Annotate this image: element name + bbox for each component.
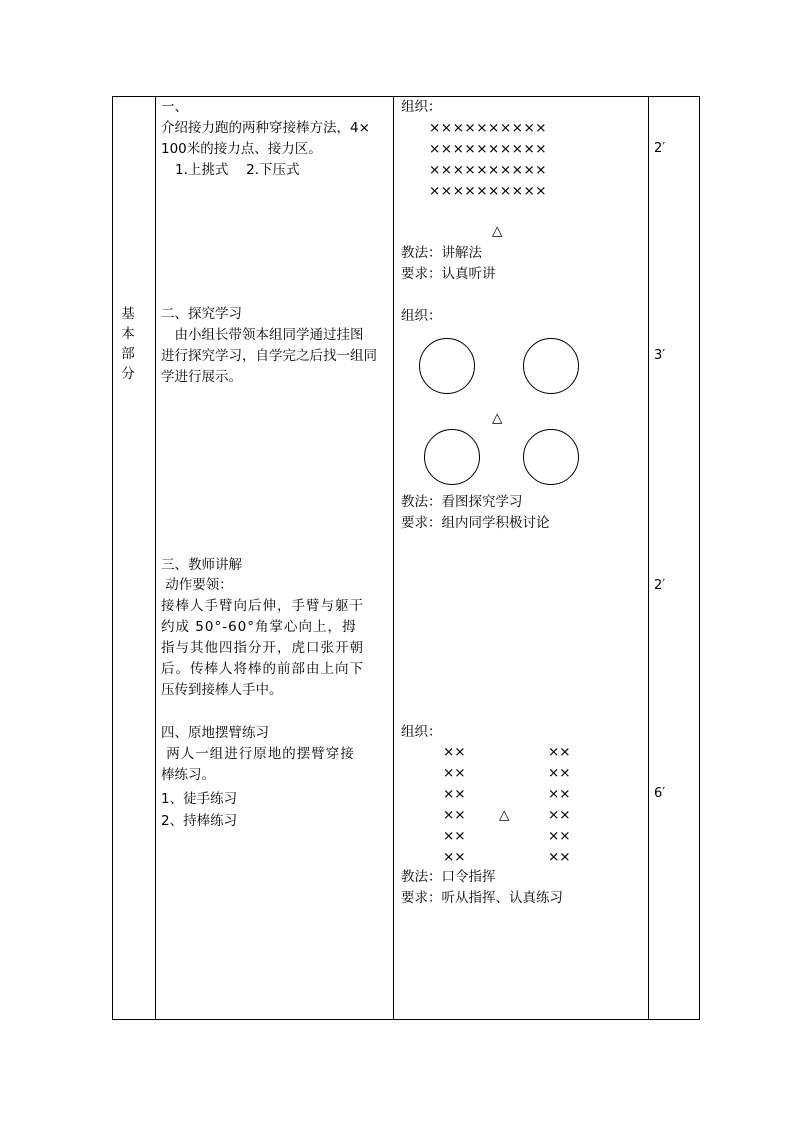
pair-marks: ×× — [443, 765, 466, 781]
column-divider — [648, 96, 649, 1020]
block4-org-label: 组织： — [401, 724, 442, 740]
formation-row: ×××××××××× — [429, 141, 548, 157]
block1-org-label: 组织： — [401, 99, 442, 115]
block4-item: 1、徒手练习 — [161, 791, 238, 807]
block2-desc: 学进行展示。 — [161, 369, 242, 385]
block2-desc: 由小组长带领本组同学通过挂图 — [161, 327, 364, 343]
block2-time: 3′ — [654, 348, 666, 363]
pair-marks: ×× — [548, 765, 571, 781]
section-label-char: 分 — [121, 366, 135, 382]
block1-methods: 1.上挑式 2.下压式 — [175, 162, 300, 178]
block1-time: 2′ — [654, 141, 666, 156]
pair-marks: ×× — [548, 786, 571, 802]
block4-text: 两人一组进行原地的摆臂穿接 — [161, 746, 355, 762]
teacher-triangle-icon: △ — [492, 223, 503, 239]
block3-text: 接棒人手臂向后伸，手臂与躯干 — [161, 598, 364, 614]
block4-item: 2、持棒练习 — [161, 813, 238, 829]
pair-marks: ×× — [548, 828, 571, 844]
column-divider — [155, 96, 156, 1020]
block2-method: 教法：看图探究学习 — [401, 494, 523, 510]
group-circle-icon — [419, 338, 475, 394]
block3-sub: 动作要领： — [161, 577, 233, 593]
block4-title: 四、原地摆臂练习 — [161, 725, 269, 741]
block3-text: 压传到接棒人手中。 — [161, 682, 283, 698]
block4-text: 棒练习。 — [161, 767, 215, 783]
block2-title: 二、探究学习 — [161, 306, 242, 322]
column-divider — [393, 96, 394, 1020]
group-circle-icon — [523, 338, 579, 394]
group-circle-icon — [424, 429, 480, 485]
section-label-char: 本 — [121, 326, 135, 342]
block4-time: 6′ — [654, 786, 666, 801]
block4-method: 教法：口令指挥 — [401, 869, 496, 885]
block1-require: 要求：认真听讲 — [401, 266, 496, 282]
section-label-char: 基 — [121, 306, 135, 322]
teacher-triangle-icon: △ — [499, 807, 510, 823]
block3-text: 约成 50°-60°角掌心向上，拇 — [161, 619, 357, 635]
formation-row: ×××××××××× — [429, 120, 548, 136]
pair-marks: ×× — [548, 849, 571, 865]
block1-method: 教法：讲解法 — [401, 245, 482, 261]
block2-org-label: 组织： — [401, 308, 442, 324]
block3-text: 指与其他四指分开，虎口张开朝 — [161, 640, 364, 656]
formation-row: ×××××××××× — [429, 162, 548, 178]
block2-desc: 进行探究学习，自学完之后找一组同 — [161, 348, 377, 364]
pair-marks: ×× — [443, 828, 466, 844]
pair-marks: ×× — [548, 807, 571, 823]
group-circle-icon — [523, 429, 579, 485]
formation-row: ×××××××××× — [429, 183, 548, 199]
block3-time: 2′ — [654, 578, 666, 593]
section-label-char: 部 — [121, 346, 135, 362]
block3-text: 后。传棒人将棒的前部由上向下 — [161, 661, 364, 677]
block2-require: 要求：组内同学积极讨论 — [401, 515, 550, 531]
block1-title: 一、 — [161, 99, 188, 115]
teacher-triangle-icon: △ — [492, 410, 503, 426]
section-label — [118, 304, 138, 384]
pair-marks: ×× — [548, 744, 571, 760]
block3-title: 三、教师讲解 — [161, 557, 242, 573]
pair-marks: ×× — [443, 786, 466, 802]
block1-desc: 100米的接力点、接力区。 — [161, 141, 322, 157]
pair-marks: ×× — [443, 849, 466, 865]
block1-desc: 介绍接力跑的两种穿接棒方法，4× — [161, 120, 370, 136]
pair-marks: ×× — [443, 807, 466, 823]
pair-marks: ×× — [443, 744, 466, 760]
block4-require: 要求：听从指挥、认真练习 — [401, 890, 563, 906]
